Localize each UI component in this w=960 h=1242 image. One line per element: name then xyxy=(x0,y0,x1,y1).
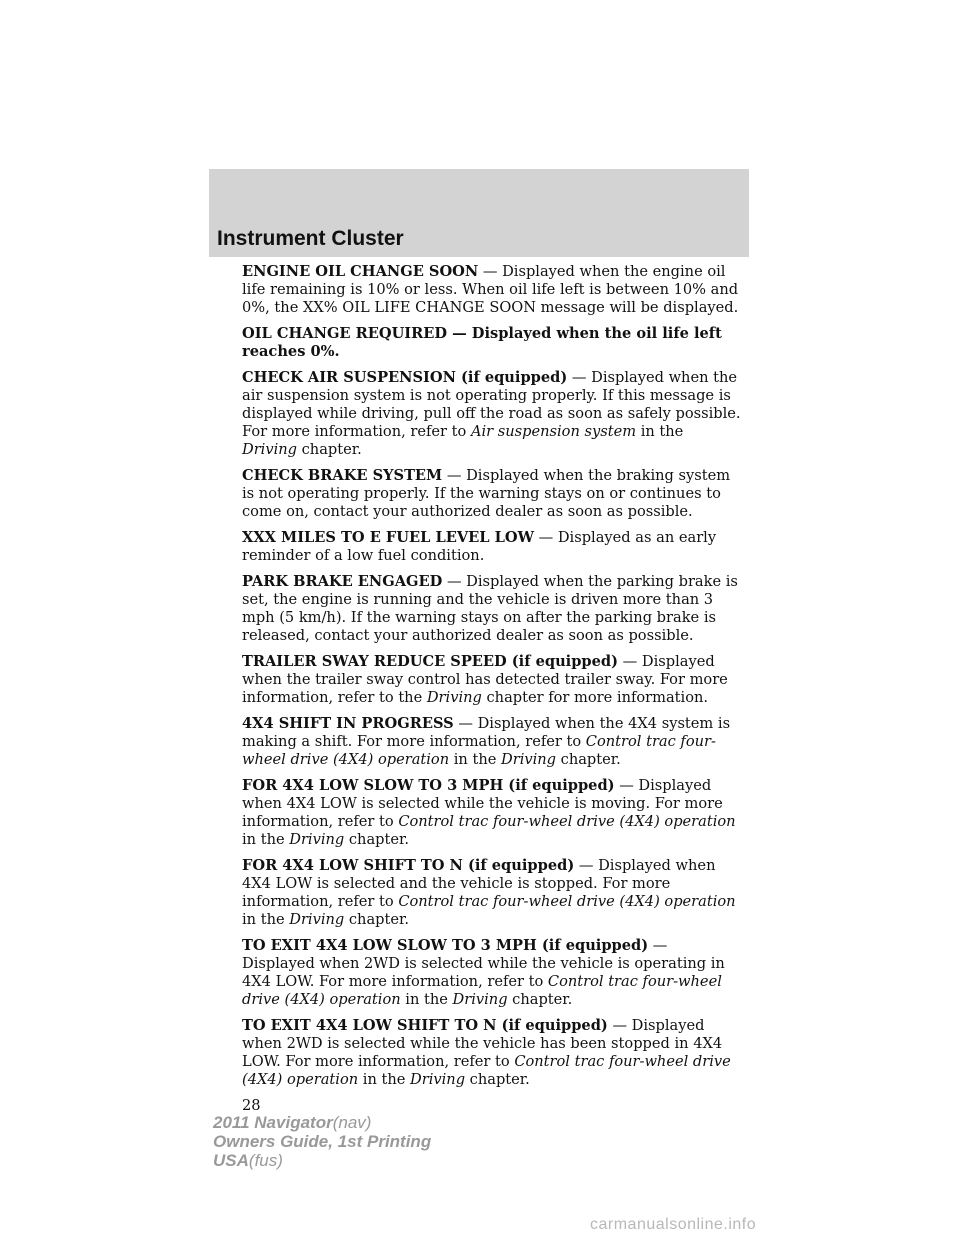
message-entry xyxy=(242,529,742,565)
message-entry xyxy=(242,369,742,459)
description-text: chapter. xyxy=(297,441,362,458)
page-number: 28 xyxy=(242,1097,261,1114)
message-term: ENGINE OIL CHANGE SOON xyxy=(242,263,479,280)
description-text: chapter. xyxy=(556,751,621,768)
message-list xyxy=(242,263,742,1089)
cross-reference: Driving xyxy=(242,441,297,458)
description-text: — Displayed when 2WD is selected while the vehicle has been stopped in 4X4 LOW. For more information, refer to xyxy=(242,1017,723,1070)
description-text: chapter. xyxy=(507,991,573,1008)
footer-line-model xyxy=(213,1113,431,1132)
message-entry xyxy=(242,777,742,849)
section-title: Instrument Cluster xyxy=(217,227,404,250)
message-term: CHECK BRAKE SYSTEM xyxy=(242,467,443,484)
description-text: in the xyxy=(636,423,684,440)
watermark-text: carmanualsonline.info xyxy=(590,1216,757,1233)
cross-reference: Driving xyxy=(410,1071,466,1088)
description-text: — Displayed when 2WD is selected while the vehicle is operating in 4X4 LOW. For more information, refer to xyxy=(242,937,725,990)
message-entry xyxy=(242,937,742,1009)
message-entry xyxy=(242,573,742,645)
message-entry xyxy=(242,263,742,317)
cross-reference: Control trac four-wheel drive (4X4) operation xyxy=(242,733,716,768)
cross-reference: Driving xyxy=(426,689,482,706)
footer-line-printing: Owners Guide, 1st Printing xyxy=(213,1132,432,1151)
message-term: 4X4 SHIFT IN PROGRESS xyxy=(242,715,454,732)
description-text: in the xyxy=(242,831,290,848)
description-text: chapter for more information. xyxy=(481,689,709,706)
description-text: — Displayed when the trailer sway control has detected trailer sway. For more information, refer to the xyxy=(242,653,728,706)
description-text: in the xyxy=(242,911,290,928)
cross-reference: Driving xyxy=(452,991,508,1008)
description-text: — Displayed when the braking system is not operating properly. If the warning stays on or continues to come on, contact your authorized dealer as soon as possible. xyxy=(242,467,731,520)
page-content xyxy=(242,263,742,1115)
footer-line-region xyxy=(213,1151,431,1170)
message-term: TO EXIT 4X4 LOW SLOW TO 3 MPH (if equipped) xyxy=(242,937,649,954)
description-text: — Displayed when 4X4 LOW is selected while the vehicle is moving. For more information, refer to xyxy=(242,777,723,830)
message-entry xyxy=(242,467,742,521)
footer-region-code: (fus) xyxy=(248,1151,283,1170)
cross-reference: Driving xyxy=(289,911,345,928)
message-entry xyxy=(242,857,742,929)
description-text: in the xyxy=(400,991,453,1008)
message-term: FOR 4X4 LOW SHIFT TO N (if equipped) xyxy=(242,857,575,874)
cross-reference: Control trac four-wheel drive (4X4) operation xyxy=(398,813,736,830)
footer-model-code: (nav) xyxy=(332,1113,372,1132)
footer-model-name: 2011 Navigator xyxy=(213,1113,333,1132)
description-text: — Displayed when 4X4 LOW is selected and the vehicle is stopped. For more information, refer to xyxy=(242,857,716,910)
cross-reference: Control trac four-wheel drive (4X4) operation xyxy=(398,893,736,910)
message-term: TRAILER SWAY REDUCE SPEED (if equipped) xyxy=(242,653,619,670)
message-term: FOR 4X4 LOW SLOW TO 3 MPH (if equipped) xyxy=(242,777,615,794)
cross-reference: Control trac four-wheel drive (4X4) operation xyxy=(242,973,722,1008)
footer-region: USA xyxy=(213,1151,249,1170)
description-text: — Displayed when the 4X4 system is making a shift. For more information, refer to xyxy=(242,715,731,750)
message-entry xyxy=(242,653,742,707)
message-term: CHECK AIR SUSPENSION (if equipped) xyxy=(242,369,568,386)
cross-reference: Control trac four-wheel drive (4X4) operation xyxy=(242,1053,731,1088)
message-term: XXX MILES TO E FUEL LEVEL LOW xyxy=(242,529,534,546)
message-term: PARK BRAKE ENGAGED xyxy=(242,573,443,590)
description-text: in the xyxy=(449,751,502,768)
cross-reference: Driving xyxy=(289,831,345,848)
message-entry xyxy=(242,715,742,769)
description-text: — Displayed as an early reminder of a low fuel condition. xyxy=(242,529,717,564)
cross-reference: Driving xyxy=(501,751,557,768)
description-text: chapter. xyxy=(344,831,410,848)
description-text: chapter. xyxy=(344,911,410,928)
message-term: TO EXIT 4X4 LOW SHIFT TO N (if equipped) xyxy=(242,1017,608,1034)
description-text: — Displayed when the parking brake is set, the engine is running and the vehicle is driven more than 3 mph (5 km/h). If the warning stays on after the parking brake is released, contact your authorized dealer as soon as possible. xyxy=(242,573,738,644)
description-text: chapter. xyxy=(465,1071,530,1088)
message-term: OIL CHANGE REQUIRED — Displayed when the oil life left reaches 0%. xyxy=(242,325,722,360)
section-header-band xyxy=(209,169,749,257)
cross-reference: Air suspension system xyxy=(470,423,637,440)
description-text: — Displayed when the engine oil life remaining is 10% or less. When oil life left is between 10% and 0%, the XX% OIL LIFE CHANGE SOON message will be displayed. xyxy=(242,263,739,316)
message-entry xyxy=(242,1017,742,1089)
description-text: in the xyxy=(358,1071,411,1088)
description-text: — Displayed when the air suspension system is not operating properly. If this message is displayed while driving, pull off the road as soon as safely possible. For more information, refer to xyxy=(242,369,741,440)
print-footer xyxy=(213,1113,431,1170)
message-entry xyxy=(242,325,742,361)
